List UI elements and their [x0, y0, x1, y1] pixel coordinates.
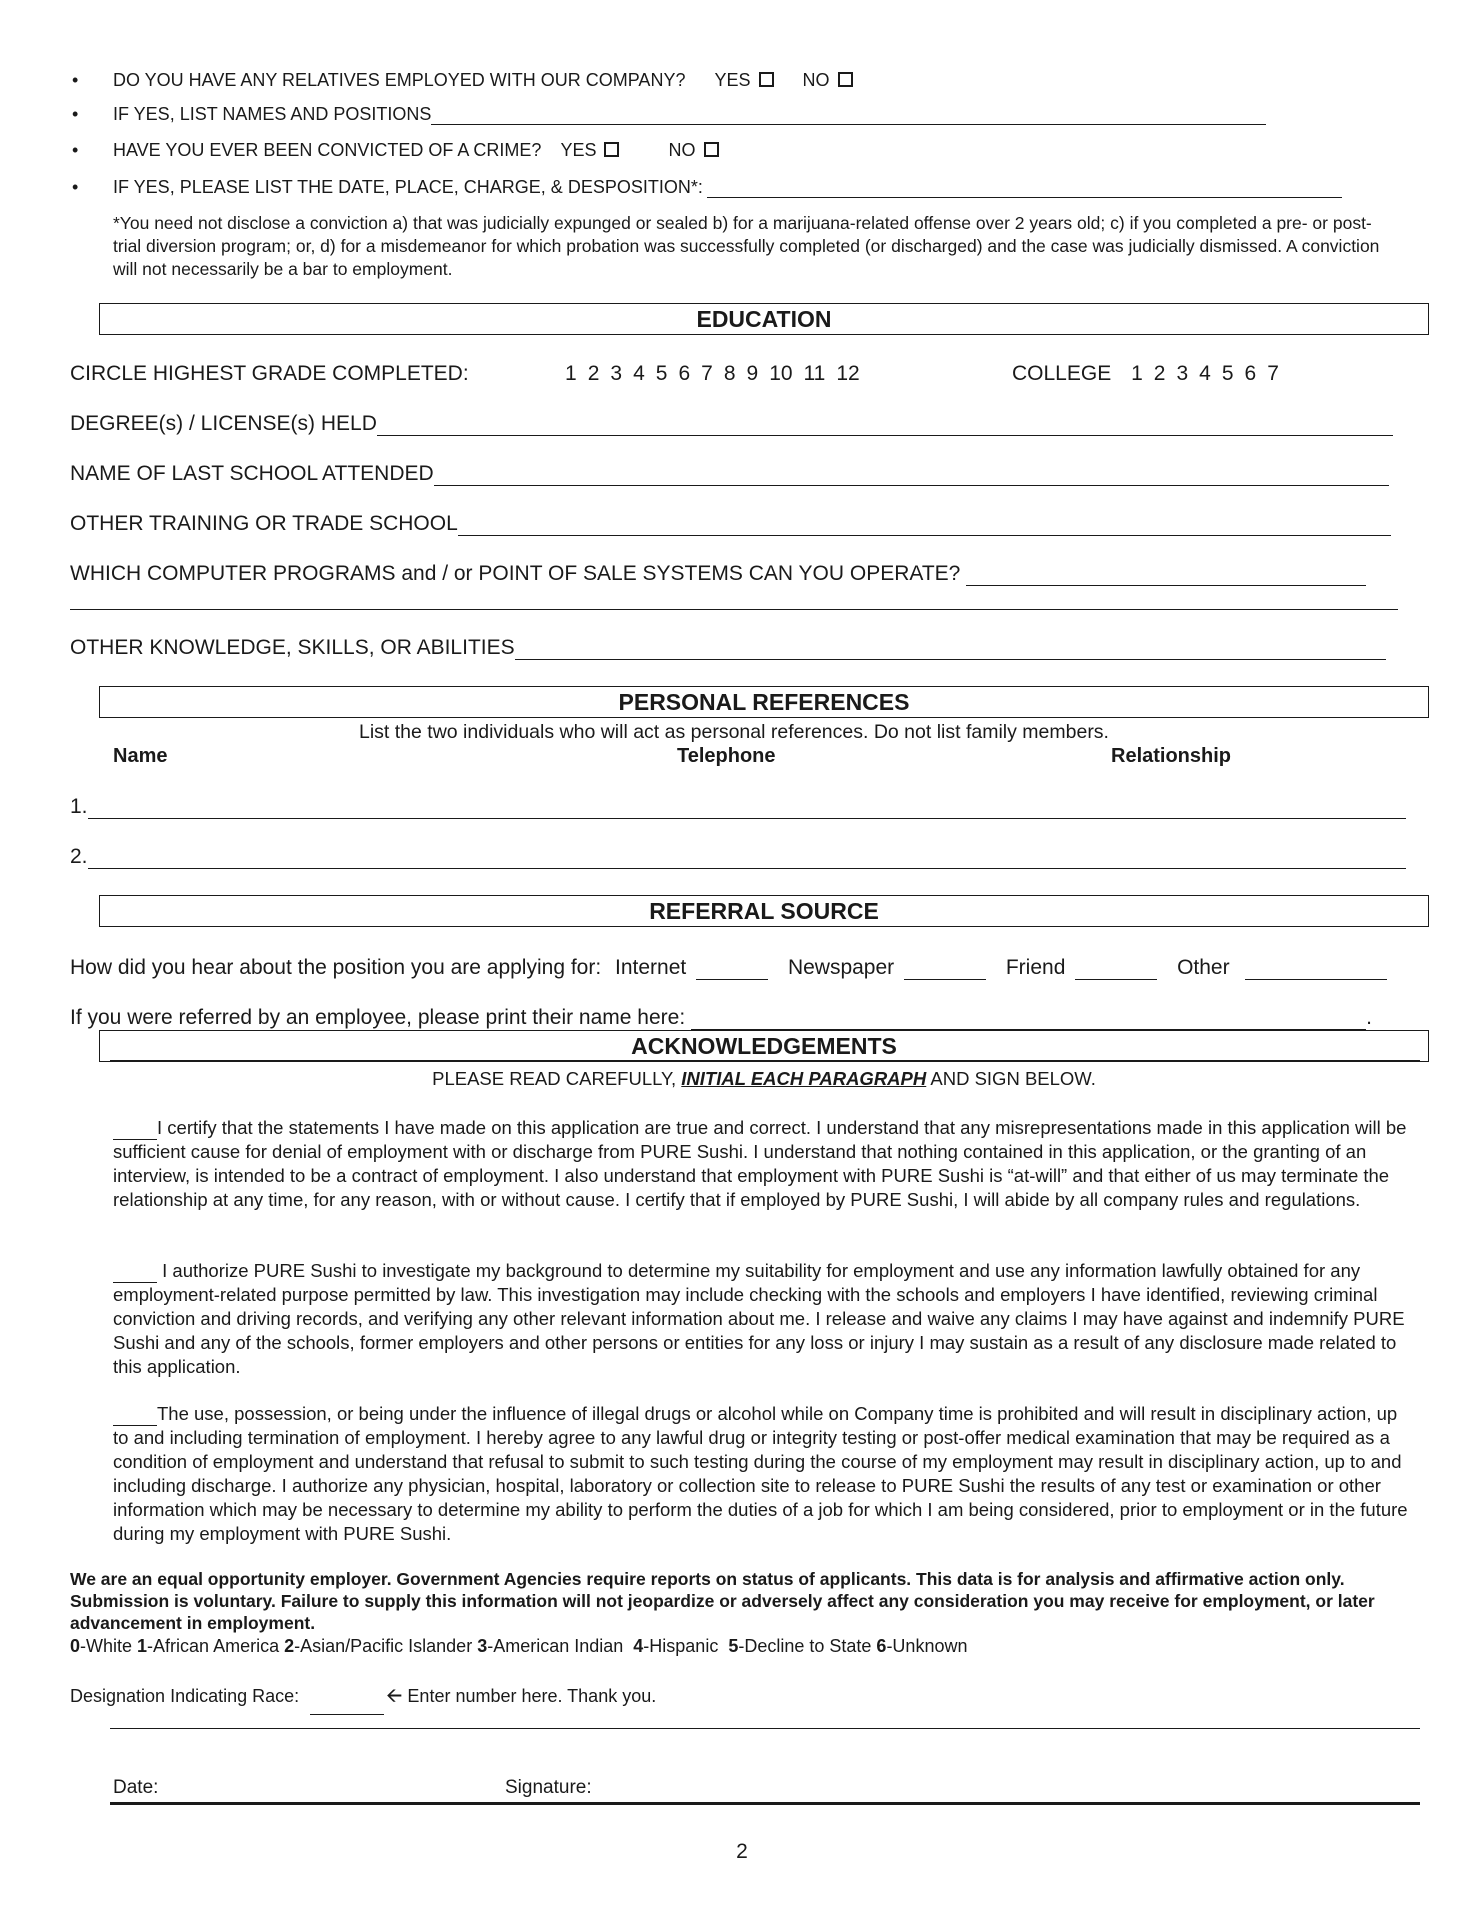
crime-no-label: NO [668, 140, 696, 160]
acknowledgements-instruction [99, 1068, 1429, 1090]
race-code-number: 6 [876, 1636, 887, 1656]
race-code-label: -Unknown [886, 1636, 968, 1656]
race-code-number: 5 [728, 1636, 739, 1656]
grade-option[interactable]: 1 [565, 362, 577, 385]
training-line[interactable] [458, 513, 1391, 536]
bullet: • [72, 70, 79, 90]
college-option[interactable]: 4 [1199, 362, 1211, 385]
college-label: COLLEGE [1012, 362, 1112, 385]
grade-option[interactable]: 5 [655, 362, 668, 385]
grade-option[interactable]: 2 [587, 362, 600, 385]
referral-other-blank[interactable] [1245, 959, 1387, 980]
ack-paragraph-2 [113, 1259, 1413, 1379]
college-row [1012, 362, 1290, 386]
referral-employee-label: If you were referred by an employee, please print their name here: [70, 1006, 686, 1029]
crime-details-line[interactable] [707, 177, 1342, 198]
race-code-number: 3 [477, 1636, 488, 1656]
grade-option[interactable]: 3 [610, 362, 623, 385]
computer-line[interactable] [966, 563, 1366, 586]
computer-line-2[interactable] [70, 609, 1398, 610]
ack-initial-1[interactable] [113, 1121, 157, 1140]
college-option[interactable]: 3 [1176, 362, 1189, 385]
college-option[interactable]: 2 [1153, 362, 1166, 385]
relatives-list-label: IF YES, LIST NAMES AND POSITIONS [113, 104, 432, 124]
education-title: EDUCATION [696, 306, 832, 332]
conviction-note: *You need not disclose a conviction a) that was judicially expunged or sealed b) for a marijuana-related offense over 2 years old; c) if you completed a pre- or post- trial diversion program; or, d) for a misdemeanor for which probation was successfully completed (or discharged) and the case was judicially dismissed. A conviction will not necessarily be a bar to employment. [113, 213, 1380, 279]
referral-internet-blank[interactable] [696, 959, 768, 980]
relatives-question-text: DO YOU HAVE ANY RELATIVES EMPLOYED WITH OUR COMPANY? [113, 70, 686, 90]
other-skills-line[interactable] [515, 637, 1386, 660]
race-code-label: -Hispanic [643, 1636, 729, 1656]
grade-label: CIRCLE HIGHEST GRADE COMPLETED: [70, 362, 469, 385]
college-option[interactable]: 6 [1244, 362, 1257, 385]
race-designation-blank[interactable] [310, 1696, 384, 1715]
training-label: OTHER TRAINING OR TRADE SCHOOL [70, 512, 458, 535]
divider [110, 1728, 1420, 1729]
college-options [1131, 362, 1290, 385]
grade-options [565, 362, 871, 386]
crime-yes-checkbox[interactable] [604, 142, 619, 157]
reference-row-2 [70, 845, 1406, 869]
last-school-label: NAME OF LAST SCHOOL ATTENDED [70, 462, 434, 485]
race-designation-row [70, 1681, 656, 1715]
other-skills-field [70, 636, 1386, 660]
referral-employee-line[interactable] [691, 1009, 1366, 1030]
relatives-yes-checkbox[interactable] [759, 72, 774, 87]
grade-option[interactable]: 11 [803, 362, 826, 385]
computer-field [70, 562, 1366, 586]
degrees-line[interactable] [377, 413, 1393, 436]
last-school-line[interactable] [434, 463, 1389, 486]
col-name: Name [113, 745, 168, 767]
grade-option[interactable]: 4 [633, 362, 645, 385]
reference-row-1-line[interactable] [88, 796, 1406, 819]
ack-paragraph-2-text: I authorize PURE Sushi to investigate my background to determine my suitability for employment and use any information lawfully obtained for any employment-related purpose permitted by law. This investigation may include checking with the schools and employers I have identified, reviewing criminal conviction and driving records, and verifying any other relevant information about me. I release and waive any claims I may have against and indemnify PURE Sushi and any of the schools, former employers and other persons or entities for any loss or injury I may sustain as a result of any disclosure made related to this application. [113, 1260, 1405, 1377]
race-code-number: 0 [70, 1636, 81, 1656]
race-code-number: 2 [284, 1636, 295, 1656]
ack-paragraph-3-text: The use, possession, or being under the influence of illegal drugs or alcohol while on Company time is prohibited and will result in disciplinary action, up to and including termination of employment. I hereby agree to any lawful drug or integrity testing or post-offer medical examination that may be required as a condition of employment and understand that refusal to submit to such testing during the course of my employment may result in disciplinary action, up to and including discharge. I authorize any physician, hospital, laboratory or collection site to release to PURE Sushi the results of any test or examination or other information which may be necessary to determine my ability to perform the duties of a job for which I am being considered, prior to employment or in the future during my employment with PURE Sushi. [113, 1403, 1408, 1544]
referral-newspaper-label: Newspaper [787, 956, 895, 979]
college-option[interactable]: 1 [1131, 362, 1143, 385]
referral-question-row [70, 956, 1387, 980]
crime-details-label: IF YES, PLEASE LIST THE DATE, PLACE, CHARGE, & DESPOSITION*: [113, 177, 703, 197]
race-code-label: -African America [147, 1636, 285, 1656]
grade-option[interactable]: 10 [769, 362, 793, 385]
referral-title: REFERRAL SOURCE [649, 898, 879, 924]
reference-row-1 [70, 795, 1406, 819]
training-field [70, 512, 1391, 536]
grade-row [70, 362, 1279, 386]
grade-option[interactable]: 8 [723, 362, 736, 385]
college-option[interactable]: 5 [1221, 362, 1234, 385]
race-code-label: -White [80, 1636, 138, 1656]
ack-paragraph-3 [113, 1402, 1413, 1546]
referral-newspaper-blank[interactable] [904, 959, 986, 980]
race-code-label: -American Indian [487, 1636, 634, 1656]
acknowledgements-title: ACKNOWLEDGEMENTS [631, 1033, 897, 1059]
signature-line[interactable] [110, 1802, 1420, 1805]
last-school-field [70, 462, 1389, 486]
referral-friend-blank[interactable] [1075, 959, 1157, 980]
crime-yes-label: YES [560, 140, 597, 160]
college-option[interactable]: 7 [1267, 362, 1279, 385]
bullet: • [72, 140, 79, 160]
ack-initial-3[interactable] [113, 1407, 157, 1426]
race-code-number: 4 [633, 1636, 644, 1656]
race-designation-label: Designation Indicating Race: [70, 1686, 300, 1706]
race-code-label: -Asian/Pacific Islander [294, 1636, 478, 1656]
referral-employee-period: . [1366, 1006, 1373, 1029]
grade-option[interactable]: 12 [836, 362, 860, 385]
degrees-field [70, 412, 1393, 436]
relatives-no-checkbox[interactable] [838, 72, 853, 87]
read-suffix: AND SIGN BELOW. [930, 1068, 1096, 1089]
ack-paragraph-1-text: I certify that the statements I have made on this application are true and correct. I understand that any misrepresentations made in this application will be sufficient cause for denial of employment with or discharge from PURE Sushi. I understand that nothing contained in this application, or the granting of an interview, is intended to be a contract of employment. I also understand that employment with PURE Sushi is “at-will” and that either of us may terminate the relationship at any time, for any reason, with or without cause. I certify that if employed by PURE Sushi, I will abide by all company rules and regulations. [113, 1117, 1407, 1210]
col-relationship: Relationship [1111, 745, 1232, 767]
ack-paragraph-1 [113, 1116, 1413, 1212]
referral-internet-label: Internet [615, 956, 687, 979]
references-title: PERSONAL REFERENCES [618, 689, 910, 715]
grade-option[interactable]: 6 [678, 362, 691, 385]
degrees-label: DEGREE(s) / LICENSE(s) HELD [70, 412, 377, 435]
date-label: Date: [113, 1777, 159, 1798]
bullet: • [72, 104, 79, 124]
ack-initial-2[interactable] [113, 1264, 157, 1283]
acknowledgements-rule [110, 1060, 1420, 1061]
grade-option[interactable]: 7 [701, 362, 713, 385]
referral-employee-row [70, 1006, 1372, 1030]
eeo-statement: We are an equal opportunity employer. Government Agencies require reports on status of applicants. This data is for analysis and affirmative action only. Submission is voluntary. Failure to supply this information will not jeopardize or adversely affect any consideration you may receive for employment, or later advancement in employment. [70, 1569, 1375, 1633]
signature-label: Signature: [505, 1777, 592, 1798]
referral-question: How did you hear about the position you are applying for: [70, 956, 602, 979]
relatives-no-label: NO [802, 70, 830, 90]
reference-row-1-number: 1. [70, 795, 88, 818]
relatives-list-line[interactable] [431, 104, 1266, 125]
read-prefix: PLEASE READ CAREFULLY, [432, 1068, 677, 1089]
race-code-label: -Decline to State [738, 1636, 877, 1656]
computer-label: WHICH COMPUTER PROGRAMS and / or POINT OF SALE SYSTEMS CAN YOU OPERATE? [70, 562, 961, 585]
reference-row-2-number: 2. [70, 845, 88, 868]
grade-option[interactable]: 9 [746, 362, 759, 385]
bullet: • [72, 177, 79, 197]
left-arrow-icon: 🡨 [386, 1685, 403, 1707]
col-telephone: Telephone [677, 745, 776, 767]
other-skills-label: OTHER KNOWLEDGE, SKILLS, OR ABILITIES [70, 636, 515, 659]
references-instruction: List the two individuals who will act as personal references. Do not list family members. [359, 721, 1109, 743]
referral-friend-label: Friend [1005, 956, 1066, 979]
race-codes [70, 1636, 967, 1657]
relatives-yes-label: YES [714, 70, 751, 90]
page-number: 2 [736, 1840, 748, 1863]
race-code-number: 1 [137, 1636, 148, 1656]
referral-other-label: Other [1177, 956, 1230, 979]
read-emphasis: INITIAL EACH PARAGRAPH [681, 1068, 927, 1089]
reference-row-2-line[interactable] [88, 846, 1406, 869]
race-instruction: Enter number here. Thank you. [407, 1686, 657, 1706]
crime-question-text: HAVE YOU EVER BEEN CONVICTED OF A CRIME? [113, 140, 542, 160]
crime-no-checkbox[interactable] [704, 142, 719, 157]
